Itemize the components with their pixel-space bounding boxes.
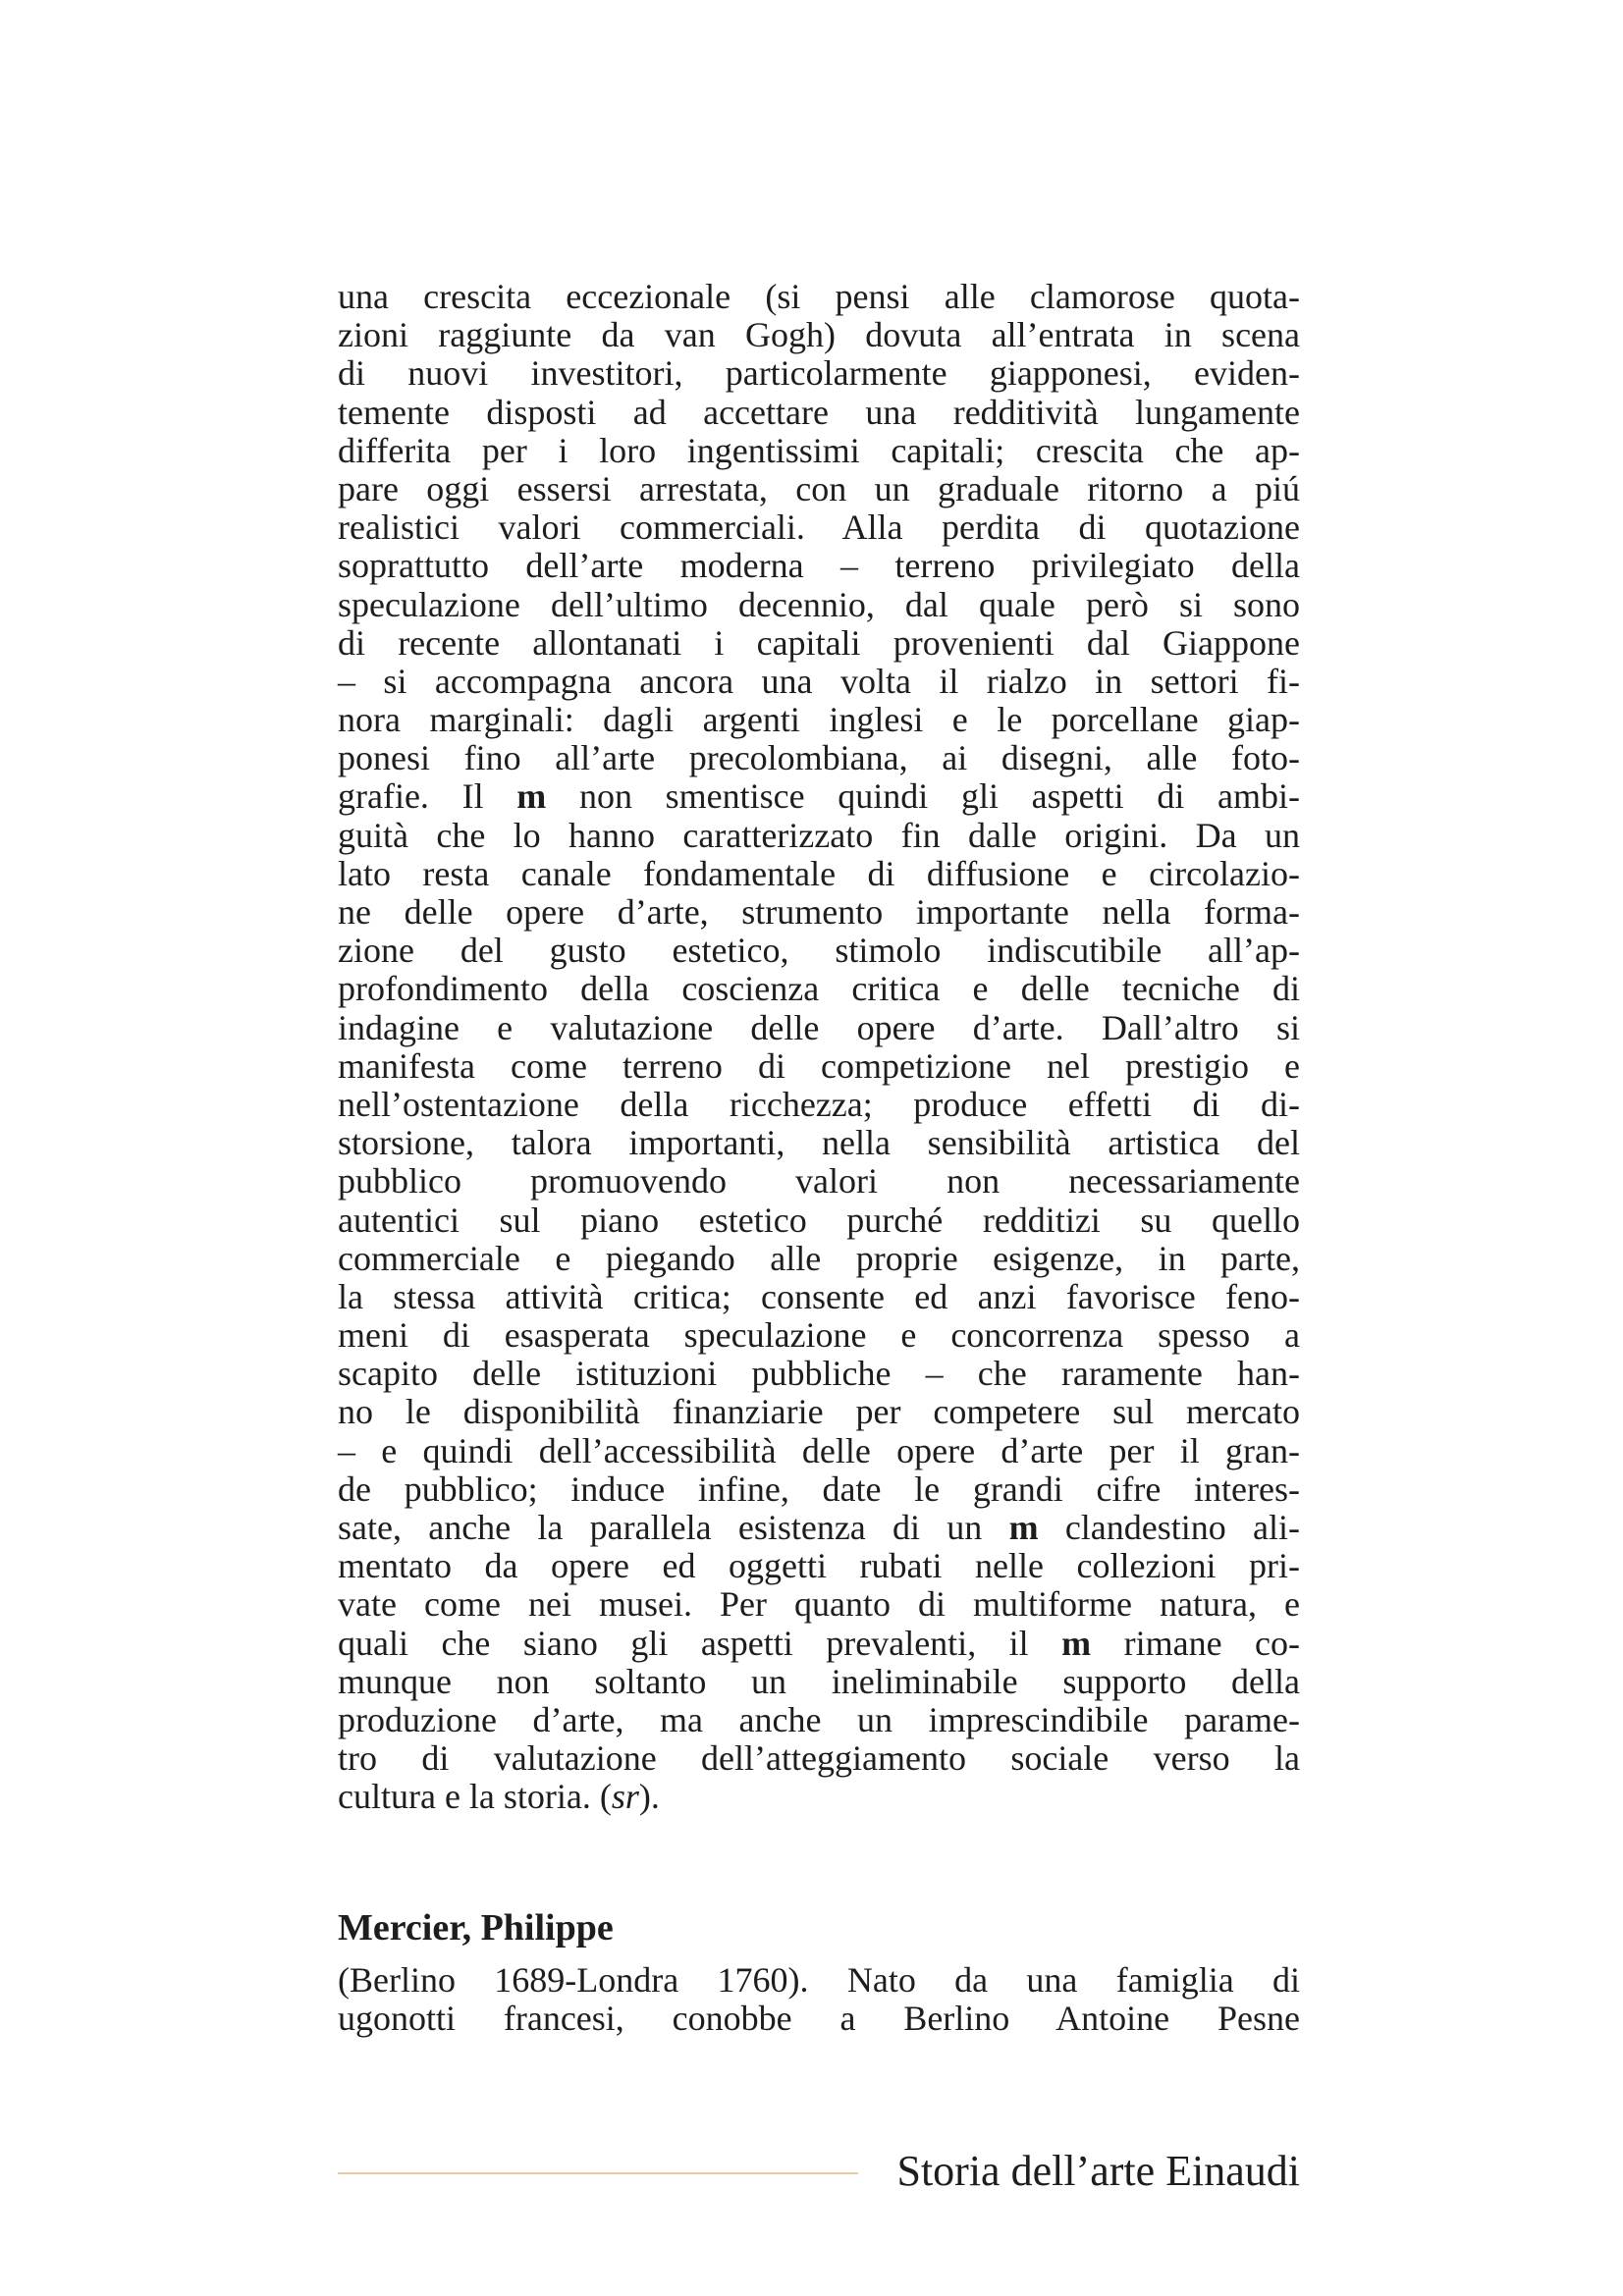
text-line: pubblico promuovendo valori non necessariamente <box>338 1161 1300 1201</box>
text-line: differita per i loro ingentissimi capitali; crescita che ap- <box>338 430 1300 470</box>
text-line: una crescita eccezionale (si pensi alle clamorose quota- <box>338 277 1300 316</box>
text-line: temente disposti ad accettare una redditività lungamente <box>338 392 1300 432</box>
text-line: di recente allontanati i capitali provenienti dal Giappone <box>338 622 1300 663</box>
text-segment: quali che siano gli aspetti prevalenti, il <box>338 1623 1062 1663</box>
text-segment: clandestino ali- <box>1038 1508 1301 1547</box>
text-line: produzione d’arte, ma anche un imprescindibile parame- <box>338 1699 1300 1739</box>
text-line: soprattutto dell’arte moderna – terreno privilegiato della <box>338 546 1300 586</box>
text-line: (Berlino 1689-Londra 1760). Nato da una famiglia di <box>338 1960 1300 2000</box>
text-line: indagine e valutazione delle opere d’arte. Dall’altro si <box>338 1007 1300 1047</box>
text-line: autentici sul piano estetico purché redditizi su quello <box>338 1200 1300 1240</box>
text-line: – si accompagna ancora una volta il rialzo in settori fi- <box>338 661 1300 701</box>
text-line: pare oggi essersi arrestata, con un graduale ritorno a piú <box>338 468 1300 508</box>
text-segment: ). <box>638 1777 660 1817</box>
bold-abbreviation: m <box>1008 1508 1039 1547</box>
text-segment: cultura e la storia. ( <box>338 1777 612 1817</box>
text-line: nell’ostentazione della ricchezza; produce effetti di di- <box>338 1084 1300 1124</box>
text-line: zione del gusto estetico, stimolo indiscutibile all’ap- <box>338 931 1300 971</box>
text-line: – e quindi dell’accessibilità delle opere d’arte per il gran- <box>338 1430 1300 1470</box>
text-line: de pubblico; induce infine, date le grandi cifre interes- <box>338 1468 1300 1509</box>
text-line: realistici valori commerciali. Alla perdita di quotazione <box>338 507 1300 548</box>
text-segment: rimane co- <box>1091 1623 1300 1663</box>
text-line: vate come nei musei. Per quanto di multiforme natura, e <box>338 1584 1300 1625</box>
footer-title: Storia dell’arte Einaudi <box>896 2147 1300 2195</box>
text-line: la stessa attività critica; consente ed anzi favorisce feno- <box>338 1276 1300 1316</box>
text-line: storsione, talora importanti, nella sensibilità artistica del <box>338 1123 1300 1163</box>
text-line: ugonotti francesi, conobbe a Berlino Antoine Pesne <box>338 1999 1300 2039</box>
footer-divider <box>338 2172 858 2174</box>
text-line: meni di esasperata speculazione e concorrenza spesso a <box>338 1315 1300 1356</box>
text-line: guità che lo hanno caratterizzato fin dalle origini. Da un <box>338 815 1300 855</box>
text-line: ne delle opere d’arte, strumento importante nella forma- <box>338 892 1300 932</box>
text-line <box>338 1509 1300 1547</box>
text-line: lato resta canale fondamentale di diffusione e circolazio- <box>338 853 1300 893</box>
text-line <box>338 1625 1300 1663</box>
text-line: ponesi fino all’arte precolombiana, ai disegni, alle foto- <box>338 738 1300 778</box>
text-line: commerciale e piegando alle proprie esigenze, in parte, <box>338 1238 1300 1278</box>
text-segment: grafie. Il <box>338 776 517 817</box>
text-line: munque non soltanto un ineliminabile supporto della <box>338 1661 1300 1701</box>
text-line: manifesta come terreno di competizione nel prestigio e <box>338 1045 1300 1086</box>
author-initials: sr <box>611 1777 639 1817</box>
text-line: tro di valutazione dell’atteggiamento sociale verso la <box>338 1738 1300 1779</box>
text-line: di nuovi investitori, particolarmente giapponesi, eviden- <box>338 353 1300 394</box>
text-line <box>338 777 1300 816</box>
text-line: zioni raggiunte da van Gogh) dovuta all’entrata in scena <box>338 315 1300 355</box>
text-segment: non smentisce quindi gli aspetti di ambi- <box>546 776 1300 817</box>
text-line: mentato da opere ed oggetti rubati nelle collezioni pri- <box>338 1546 1300 1586</box>
article-body <box>338 278 1300 1817</box>
bold-abbreviation: m <box>516 776 547 817</box>
bold-abbreviation: m <box>1061 1623 1092 1663</box>
text-line: scapito delle istituzioni pubbliche – che raramente han- <box>338 1354 1300 1394</box>
text-line: speculazione dell’ultimo decennio, dal quale però si sono <box>338 584 1300 624</box>
text-segment: sate, anche la parallela esistenza di un <box>338 1508 1009 1547</box>
entry-heading: Mercier, Philippe <box>338 1907 614 1949</box>
text-line <box>338 1778 1300 1816</box>
text-line: profondimento della coscienza critica e delle tecniche di <box>338 969 1300 1009</box>
entry-body <box>338 1961 1300 2038</box>
text-line: no le disponibilità finanziarie per competere sul mercato <box>338 1392 1300 1432</box>
text-line: nora marginali: dagli argenti inglesi e le porcellane giap- <box>338 700 1300 740</box>
